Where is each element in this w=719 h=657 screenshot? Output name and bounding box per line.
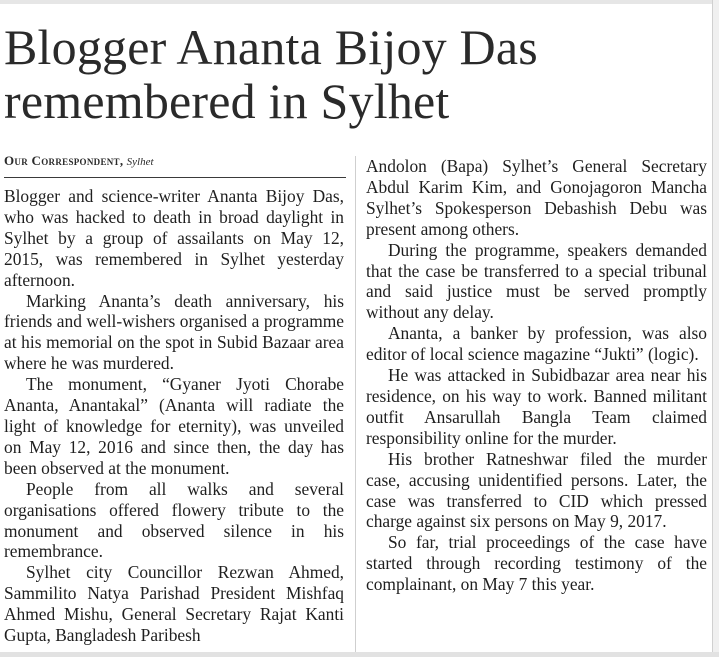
byline-place: Sylhet	[126, 156, 154, 168]
column-2	[366, 156, 707, 595]
col2-paragraph-5: His brother Ratneshwar filed the murder case, accusing unidentified persons. Later, the case was transferred to CID which pressed charge against six persons on May 9, 2017.	[366, 448, 707, 532]
col2-paragraph-3: Ananta, a banker by profession, was also editor of local science magazine “Jukti” (logic).	[366, 323, 707, 365]
scan-edge-bottom	[0, 652, 719, 657]
col2-paragraph-1: Andolon (Bapa) Sylhet’s General Secretary Abdul Karim Kim, and Gonojagoron Mancha Sylhet’s Spokesperson Debashish Debu was present among others.	[366, 156, 707, 239]
col1-paragraph-4: People from all walks and several organisations offered flowery tribute to the monument and observed silence in his remembrance.	[4, 478, 344, 562]
scan-edge-top	[0, 0, 719, 4]
column-divider	[355, 156, 356, 657]
byline-rule	[4, 177, 346, 178]
col1-paragraph-1: Blogger and science-writer Ananta Bijoy Das, who was hacked to death in broad daylight in Sylhet by a group of assailants on May 12, 2015, was remembered in Sylhet yesterday afternoon.	[4, 186, 344, 290]
headline	[4, 20, 694, 128]
col1-paragraph-3: The monument, “Gyaner Jyoti Chorabe Ananta, Anantakal” (Ananta will radiate the light of knowledge for eternity), was unveiled on May 12, 2016 and since then, the day has been observed at the monument.	[4, 374, 344, 478]
col2-paragraph-4: He was attacked in Subidbazar area near his residence, on his way to work. Banned militant outfit Ansarullah Bangla Team claimed responsibility online for the murder.	[366, 365, 707, 448]
col1-paragraph-5: Sylhet city Councillor Rezwan Ahmed, Sammilito Natya Parishad President Mishfaq Ahmed Mishu, General Secretary Rajat Kanti Gupta, Bangladesh Paribesh	[4, 562, 344, 646]
headline-line-2: remembered in Sylhet	[4, 73, 450, 129]
scan-edge-right	[712, 0, 719, 657]
byline	[4, 153, 349, 170]
column-1	[4, 186, 344, 646]
col2-paragraph-6: So far, trial proceedings of the case have started through recording testimony of the complainant, on May 7 this year.	[366, 532, 707, 595]
col2-paragraph-2: During the programme, speakers demanded that the case be transferred to a special tribunal and said justice must be served promptly without any delay.	[366, 239, 707, 323]
headline-line-1: Blogger Ananta Bijoy Das	[4, 19, 538, 75]
col1-paragraph-2: Marking Ananta’s death anniversary, his friends and well-wishers organised a programme at his memorial on the spot in Subid Bazaar area where he was murdered.	[4, 290, 344, 374]
byline-name: Our Correspondent,	[4, 153, 124, 168]
